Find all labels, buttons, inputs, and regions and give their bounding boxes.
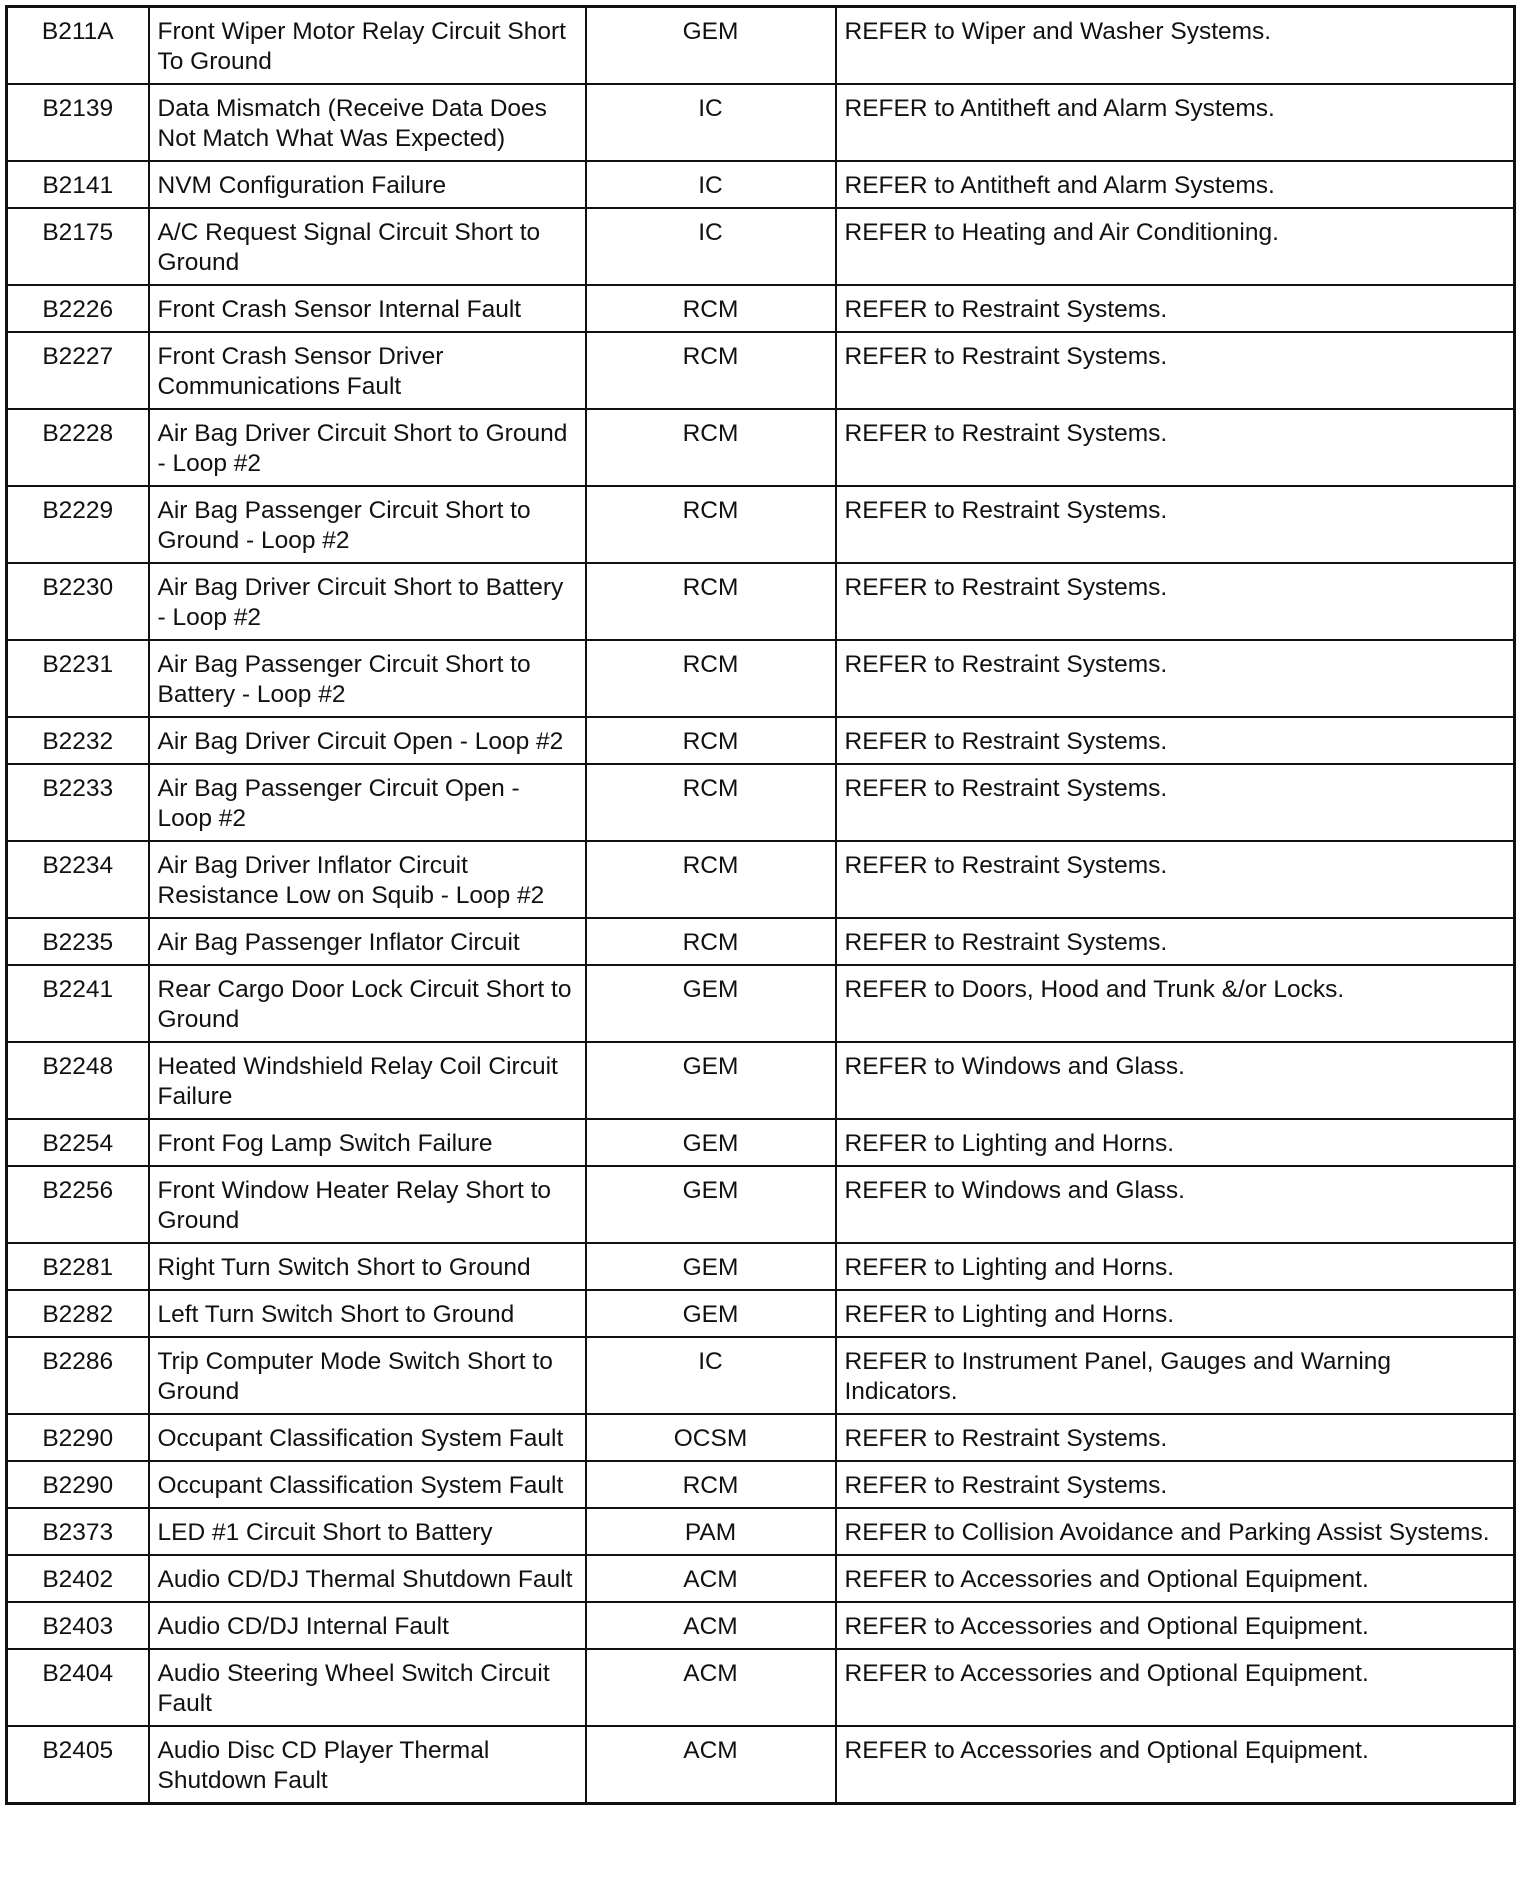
- description-cell: Audio CD/DJ Thermal Shutdown Fault: [149, 1555, 586, 1602]
- table-row: [7, 285, 1515, 332]
- module-cell: GEM: [586, 1166, 836, 1243]
- module-cell: IC: [586, 1337, 836, 1414]
- module-cell: RCM: [586, 717, 836, 764]
- description-cell: Front Crash Sensor Driver Communications Fault: [149, 332, 586, 409]
- action-cell: REFER to Instrument Panel, Gauges and Warning Indicators.: [836, 1337, 1515, 1414]
- description-cell: Air Bag Passenger Inflator Circuit: [149, 918, 586, 965]
- description-cell: Air Bag Driver Circuit Short to Battery - Loop #2: [149, 563, 586, 640]
- action-cell: REFER to Accessories and Optional Equipment.: [836, 1602, 1515, 1649]
- table-row: [7, 1243, 1515, 1290]
- dtc-code-cell: B2139: [7, 84, 149, 161]
- description-cell: Right Turn Switch Short to Ground: [149, 1243, 586, 1290]
- action-cell: REFER to Restraint Systems.: [836, 563, 1515, 640]
- action-cell: REFER to Antitheft and Alarm Systems.: [836, 161, 1515, 208]
- dtc-code-cell: B2233: [7, 764, 149, 841]
- dtc-code-cell: B2228: [7, 409, 149, 486]
- module-cell: RCM: [586, 486, 836, 563]
- module-cell: OCSM: [586, 1414, 836, 1461]
- description-cell: Air Bag Driver Inflator Circuit Resistance Low on Squib - Loop #2: [149, 841, 586, 918]
- description-cell: Air Bag Passenger Circuit Open - Loop #2: [149, 764, 586, 841]
- module-cell: GEM: [586, 1042, 836, 1119]
- dtc-code-cell: B2230: [7, 563, 149, 640]
- dtc-code-cell: B2256: [7, 1166, 149, 1243]
- module-cell: PAM: [586, 1508, 836, 1555]
- module-cell: IC: [586, 161, 836, 208]
- action-cell: REFER to Collision Avoidance and Parking Assist Systems.: [836, 1508, 1515, 1555]
- action-cell: REFER to Restraint Systems.: [836, 332, 1515, 409]
- action-cell: REFER to Restraint Systems.: [836, 1461, 1515, 1508]
- dtc-code-cell: B2235: [7, 918, 149, 965]
- description-cell: Audio CD/DJ Internal Fault: [149, 1602, 586, 1649]
- action-cell: REFER to Restraint Systems.: [836, 717, 1515, 764]
- description-cell: Occupant Classification System Fault: [149, 1461, 586, 1508]
- dtc-code-cell: B2404: [7, 1649, 149, 1726]
- description-cell: Heated Windshield Relay Coil Circuit Failure: [149, 1042, 586, 1119]
- table-row: [7, 1602, 1515, 1649]
- dtc-code-cell: B2286: [7, 1337, 149, 1414]
- table-row: [7, 1337, 1515, 1414]
- table-row: [7, 717, 1515, 764]
- description-cell: Data Mismatch (Receive Data Does Not Match What Was Expected): [149, 84, 586, 161]
- action-cell: REFER to Lighting and Horns.: [836, 1243, 1515, 1290]
- module-cell: ACM: [586, 1555, 836, 1602]
- description-cell: Air Bag Driver Circuit Open - Loop #2: [149, 717, 586, 764]
- action-cell: REFER to Doors, Hood and Trunk &/or Locks.: [836, 965, 1515, 1042]
- module-cell: RCM: [586, 409, 836, 486]
- dtc-code-cell: B2254: [7, 1119, 149, 1166]
- description-cell: Occupant Classification System Fault: [149, 1414, 586, 1461]
- table-row: [7, 1414, 1515, 1461]
- description-cell: Left Turn Switch Short to Ground: [149, 1290, 586, 1337]
- dtc-code-cell: B2403: [7, 1602, 149, 1649]
- module-cell: GEM: [586, 7, 836, 85]
- action-cell: REFER to Restraint Systems.: [836, 764, 1515, 841]
- table-row: [7, 1290, 1515, 1337]
- description-cell: Audio Steering Wheel Switch Circuit Fault: [149, 1649, 586, 1726]
- module-cell: RCM: [586, 918, 836, 965]
- action-cell: REFER to Windows and Glass.: [836, 1166, 1515, 1243]
- action-cell: REFER to Antitheft and Alarm Systems.: [836, 84, 1515, 161]
- module-cell: ACM: [586, 1602, 836, 1649]
- dtc-table-body: [7, 7, 1515, 1804]
- table-row: [7, 1508, 1515, 1555]
- table-row: [7, 84, 1515, 161]
- table-row: [7, 486, 1515, 563]
- table-row: [7, 965, 1515, 1042]
- dtc-code-cell: B2373: [7, 1508, 149, 1555]
- description-cell: NVM Configuration Failure: [149, 161, 586, 208]
- table-row: [7, 841, 1515, 918]
- action-cell: REFER to Heating and Air Conditioning.: [836, 208, 1515, 285]
- action-cell: REFER to Restraint Systems.: [836, 841, 1515, 918]
- module-cell: RCM: [586, 285, 836, 332]
- description-cell: Audio Disc CD Player Thermal Shutdown Fault: [149, 1726, 586, 1804]
- module-cell: GEM: [586, 965, 836, 1042]
- description-cell: Front Wiper Motor Relay Circuit Short To Ground: [149, 7, 586, 85]
- action-cell: REFER to Accessories and Optional Equipment.: [836, 1726, 1515, 1804]
- table-row: [7, 640, 1515, 717]
- action-cell: REFER to Restraint Systems.: [836, 640, 1515, 717]
- table-row: [7, 1461, 1515, 1508]
- action-cell: REFER to Lighting and Horns.: [836, 1119, 1515, 1166]
- module-cell: RCM: [586, 1461, 836, 1508]
- table-row: [7, 1166, 1515, 1243]
- dtc-code-cell: B2405: [7, 1726, 149, 1804]
- dtc-code-cell: B2229: [7, 486, 149, 563]
- table-row: [7, 764, 1515, 841]
- action-cell: REFER to Restraint Systems.: [836, 918, 1515, 965]
- action-cell: REFER to Windows and Glass.: [836, 1042, 1515, 1119]
- module-cell: RCM: [586, 764, 836, 841]
- action-cell: REFER to Accessories and Optional Equipment.: [836, 1649, 1515, 1726]
- module-cell: RCM: [586, 563, 836, 640]
- action-cell: REFER to Restraint Systems.: [836, 285, 1515, 332]
- action-cell: REFER to Restraint Systems.: [836, 1414, 1515, 1461]
- module-cell: GEM: [586, 1119, 836, 1166]
- dtc-code-cell: B2282: [7, 1290, 149, 1337]
- description-cell: Trip Computer Mode Switch Short to Ground: [149, 1337, 586, 1414]
- table-row: [7, 332, 1515, 409]
- action-cell: REFER to Restraint Systems.: [836, 409, 1515, 486]
- table-row: [7, 563, 1515, 640]
- dtc-code-cell: B2290: [7, 1414, 149, 1461]
- description-cell: Front Fog Lamp Switch Failure: [149, 1119, 586, 1166]
- dtc-code-cell: B2175: [7, 208, 149, 285]
- dtc-code-cell: B2227: [7, 332, 149, 409]
- dtc-code-cell: B2231: [7, 640, 149, 717]
- module-cell: IC: [586, 208, 836, 285]
- table-row: [7, 161, 1515, 208]
- table-row: [7, 1555, 1515, 1602]
- description-cell: Rear Cargo Door Lock Circuit Short to Ground: [149, 965, 586, 1042]
- dtc-code-cell: B2241: [7, 965, 149, 1042]
- description-cell: Front Crash Sensor Internal Fault: [149, 285, 586, 332]
- table-row: [7, 1119, 1515, 1166]
- action-cell: REFER to Accessories and Optional Equipment.: [836, 1555, 1515, 1602]
- module-cell: GEM: [586, 1290, 836, 1337]
- dtc-code-cell: B2234: [7, 841, 149, 918]
- dtc-code-cell: B2226: [7, 285, 149, 332]
- dtc-code-cell: B211A: [7, 7, 149, 85]
- table-row: [7, 918, 1515, 965]
- module-cell: RCM: [586, 841, 836, 918]
- dtc-table: [5, 5, 1516, 1805]
- table-row: [7, 208, 1515, 285]
- action-cell: REFER to Wiper and Washer Systems.: [836, 7, 1515, 85]
- action-cell: REFER to Restraint Systems.: [836, 486, 1515, 563]
- table-row: [7, 1726, 1515, 1804]
- description-cell: Air Bag Driver Circuit Short to Ground - Loop #2: [149, 409, 586, 486]
- dtc-code-cell: B2281: [7, 1243, 149, 1290]
- module-cell: ACM: [586, 1726, 836, 1804]
- table-row: [7, 1649, 1515, 1726]
- description-cell: Front Window Heater Relay Short to Ground: [149, 1166, 586, 1243]
- dtc-code-cell: B2290: [7, 1461, 149, 1508]
- dtc-code-cell: B2248: [7, 1042, 149, 1119]
- module-cell: ACM: [586, 1649, 836, 1726]
- table-row: [7, 7, 1515, 85]
- module-cell: GEM: [586, 1243, 836, 1290]
- description-cell: Air Bag Passenger Circuit Short to Ground - Loop #2: [149, 486, 586, 563]
- description-cell: A/C Request Signal Circuit Short to Ground: [149, 208, 586, 285]
- module-cell: RCM: [586, 332, 836, 409]
- dtc-code-cell: B2141: [7, 161, 149, 208]
- dtc-code-cell: B2232: [7, 717, 149, 764]
- description-cell: Air Bag Passenger Circuit Short to Battery - Loop #2: [149, 640, 586, 717]
- action-cell: REFER to Lighting and Horns.: [836, 1290, 1515, 1337]
- dtc-code-cell: B2402: [7, 1555, 149, 1602]
- table-row: [7, 409, 1515, 486]
- module-cell: RCM: [586, 640, 836, 717]
- module-cell: IC: [586, 84, 836, 161]
- description-cell: LED #1 Circuit Short to Battery: [149, 1508, 586, 1555]
- table-row: [7, 1042, 1515, 1119]
